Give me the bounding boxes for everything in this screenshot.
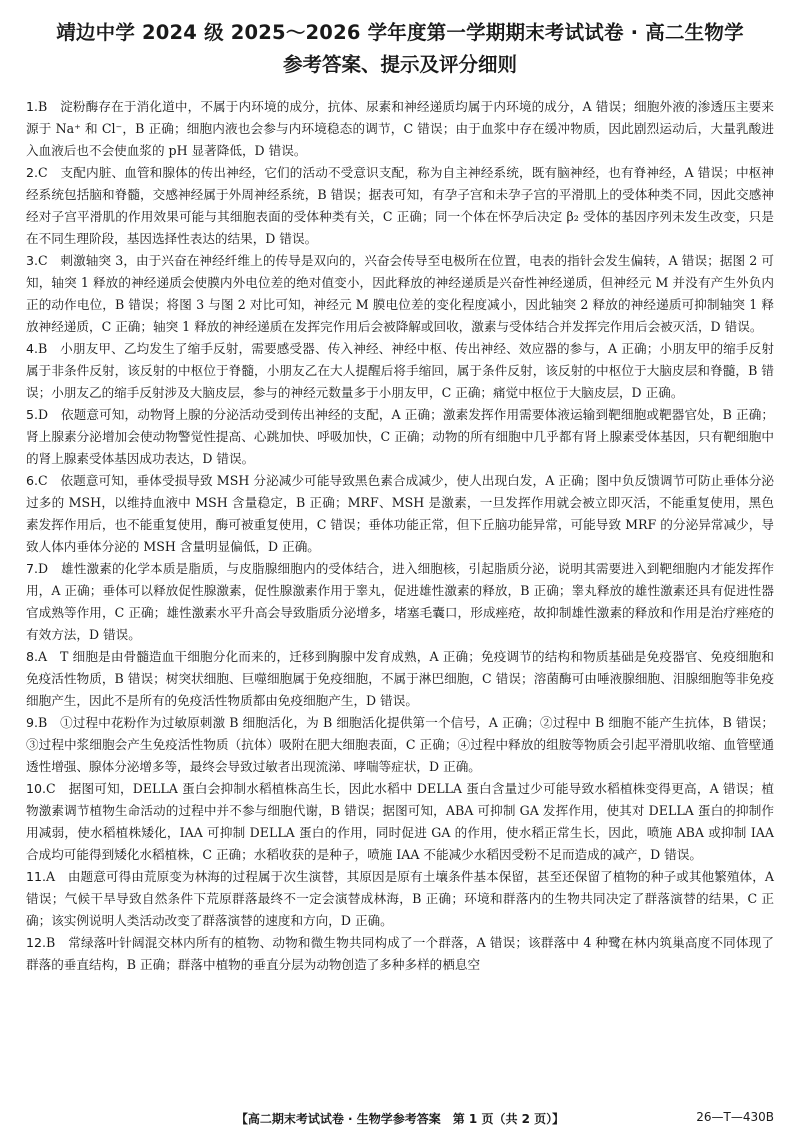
answer-number: 1. [26,99,39,114]
answer-number: 9. [26,715,39,730]
answer-item-9 [26,712,774,778]
answer-text: C 据图可知，DELLA 蛋白会抑制水稻植株高生长，因此水稻中 DELLA 蛋白含量过少可能导致水稻植株变得更高，A 错误；植物激素调节植物生命活动的过程中并不参与细胞代谢，B 错误；据图可知，ABA 可抑制 GA 发挥作用，使其对 DELLA 蛋白的抑制作用减弱，使水稻植株矮化，IAA 可抑制 DELLA 蛋白的作用，同时促进 GA 的作用，使水稻正常生长，因此，喷施 ABA 或抑制 IAA 合成均可能得到矮化水稻植株，C 正确；水稻收获的是种子，喷施 IAA 不能减少水稻因受粉不足而造成的减产，D 错误。 [26,781,774,862]
answer-item-3 [26,250,774,338]
answer-text: C 依题意可知，垂体受损导致 MSH 分泌减少可能导致黑色素合成减少，使人出现白发，A 正确；图中负反馈调节可防止垂体分泌过多的 MSH，以维持血液中 MSH 含量稳定，B 正确；MRF、MSH 是激素，一旦发挥作用就会被立即灭活，不能重复使用，黑色素发挥作用后，也不能重复使用，酶可被重复使用，C 错误；垂体功能正常，但下丘脑功能异常，可能导致 MRF 的分泌异常减少，导致人体内垂体分泌的 MSH 含量明显偏低，D 正确。 [26,473,774,554]
answer-item-2 [26,162,774,250]
answer-text: D 依题意可知，动物肾上腺的分泌活动受到传出神经的支配，A 正确；激素发挥作用需要体液运输到靶细胞或靶器官处，B 正确；肾上腺素分泌增加会使动物警觉性提高、心跳加快、呼吸加快，C 正确；动物的所有细胞中几乎都有肾上腺素受体基因，只有靶细胞中的肾上腺素受体基因成功表达，D 错误。 [26,407,774,466]
answer-item-11 [26,866,774,932]
answer-text: B ①过程中花粉作为过敏原刺激 B 细胞活化，为 B 细胞活化提供第一个信号，A 正确；②过程中 B 细胞不能产生抗体，B 错误；③过程中浆细胞会产生免疫活性物质（抗体）吸附在肥大细胞表面，C 正确；④过程中释放的组胺等物质会引起平滑肌收缩、血管壁通透性增强、腺体分泌增多等，最终会导致过敏者出现流涕、哮喘等症状，D 正确。 [26,715,774,774]
answer-item-1 [26,96,774,162]
answer-number: 6. [26,473,39,488]
answer-number: 7. [26,561,39,576]
answer-text: A T 细胞是由骨髓造血干细胞分化而来的，迁移到胸腺中发育成熟，A 正确；免疫调节的结构和物质基础是免疫器官、免疫细胞和免疫活性物质，B 错误；树突状细胞、巨噬细胞属于免疫细胞，不属于淋巴细胞，C 错误；溶菌酶可由唾液腺细胞、泪腺细胞等非免疫细胞产生，因此不是所有的免疫活性物质都由免疫细胞产生，D 错误。 [26,649,774,708]
page-footer [0,1106,800,1130]
answer-number: 12. [26,935,47,950]
answer-text: A 由题意可得由荒原变为林海的过程属于次生演替，其原因是原有土壤条件基本保留，甚至还保留了植物的种子或其他繁殖体，A 错误；气候干旱导致自然条件下荒原群落最终不一定会演替成林海，B 正确；环境和群落内的生物共同决定了群落演替的结果，C 正确；该实例说明人类活动改变了群落演替的速度和方向，D 正确。 [26,869,774,928]
answer-item-8 [26,646,774,712]
answer-number: 4. [26,341,39,356]
document-title: 靖边中学 2024 级 2025～2026 学年度第一学期期末考试试卷 · 高二生物学 [56,21,744,44]
answer-number: 3. [26,253,39,268]
answer-number: 11. [26,869,47,884]
document-subtitle: 参考答案、提示及评分细则 [282,53,517,76]
answer-text: D 雄性激素的化学本质是脂质，与皮脂腺细胞内的受体结合，进入细胞核，引起脂质分泌，说明其需要进入到靶细胞内才能发挥作用，A 正确；垂体可以释放促性腺激素，促性腺激素作用于睾丸，促进雄性激素的释放，B 正确；睾丸释放的雄性激素还具有促进性器官成熟等作用，C 正确；雄性激素水平升高会导致脂质分泌增多，堵塞毛囊口，形成痤疮，故抑制雄性激素的释放和作用是治疗痤疮的有效方法，D 错误。 [26,561,774,642]
answer-item-7 [26,558,774,646]
answer-text: B 小朋友甲、乙均发生了缩手反射，需要感受器、传入神经、神经中枢、传出神经、效应器的参与，A 正确；小朋友甲的缩手反射属于非条件反射，该反射的中枢位于脊髓，小朋友乙在大人提醒后将手缩回，属于条件反射，该反射的中枢位于大脑皮层和脊髓，B 错误；小朋友乙的缩手反射涉及大脑皮层，参与的神经元数量多于小朋友甲，C 正确；痛觉中枢位于大脑皮层，D 正确。 [26,341,774,400]
answer-number: 2. [26,165,39,180]
answer-number: 5. [26,407,39,422]
answer-number: 8. [26,649,39,664]
footer-exam-code: 26—T—430B [696,1110,774,1124]
answer-number: 10. [26,781,47,796]
answer-list [26,96,774,976]
answer-text: C 支配内脏、血管和腺体的传出神经，它们的活动不受意识支配，称为自主神经系统，既有脑神经，也有脊神经，A 错误；中枢神经系统包括脑和脊髓，交感神经属于外周神经系统，B 错误；据表可知，有孕子宫和未孕子宫的平滑肌上的受体种类不同，因此交感神经对子宫平滑肌的作用效果可能与其细胞表面的受体种类有关，C 正确；同一个体在怀孕后决定 β₂ 受体的基因序列未发生改变，只是在不同生理阶段，基因选择性表达的结果，D 错误。 [26,165,774,246]
answer-item-6 [26,470,774,558]
answer-item-5 [26,404,774,470]
footer-page-info: 【高二期末考试试卷 · 生物学参考答案 第 1 页（共 2 页）】 [235,1112,565,1126]
answer-item-4 [26,338,774,404]
answer-text: C 刺激轴突 3，由于兴奋在神经纤维上的传导是双向的，兴奋会传导至电极所在位置，电表的指针会发生偏转，A 错误；据图 2 可知，轴突 1 释放的神经递质会使膜内外电位差的绝对值变小，因此释放的神经递质是兴奋性神经递质，但神经元 M 并没有产生外负内正的动作电位，B 错误；将图 3 与图 2 对比可知，神经元 M 膜电位差的变化程度减小，因此轴突 2 释放的神经递质可抑制轴突 1 释放神经递质，C 正确；轴突 1 释放的神经递质在发挥完作用后会被降解或回收，激素与受体结合并发挥完作用后会被灭活，D 错误。 [26,253,774,334]
answer-item-10 [26,778,774,866]
answer-text: B 淀粉酶存在于消化道中，不属于内环境的成分，抗体、尿素和神经递质均属于内环境的成分，A 错误；细胞外液的渗透压主要来源于 Na⁺ 和 Cl⁻，B 正确；细胞内液也会参与内环境稳态的调节，C 错误；由于血浆中存在缓冲物质，因此剧烈运动后，大量乳酸进入血液后也不会使血浆的 pH 显著降低，D 错误。 [26,99,774,158]
answer-text: B 常绿落叶针阔混交林内所有的植物、动物和微生物共同构成了一个群落，A 错误；该群落中 4 种鹭在林内筑巢高度不同体现了群落的垂直结构，B 正确；群落中植物的垂直分层为动物创造了多种多样的栖息空 [26,935,774,972]
answer-item-12 [26,932,774,976]
